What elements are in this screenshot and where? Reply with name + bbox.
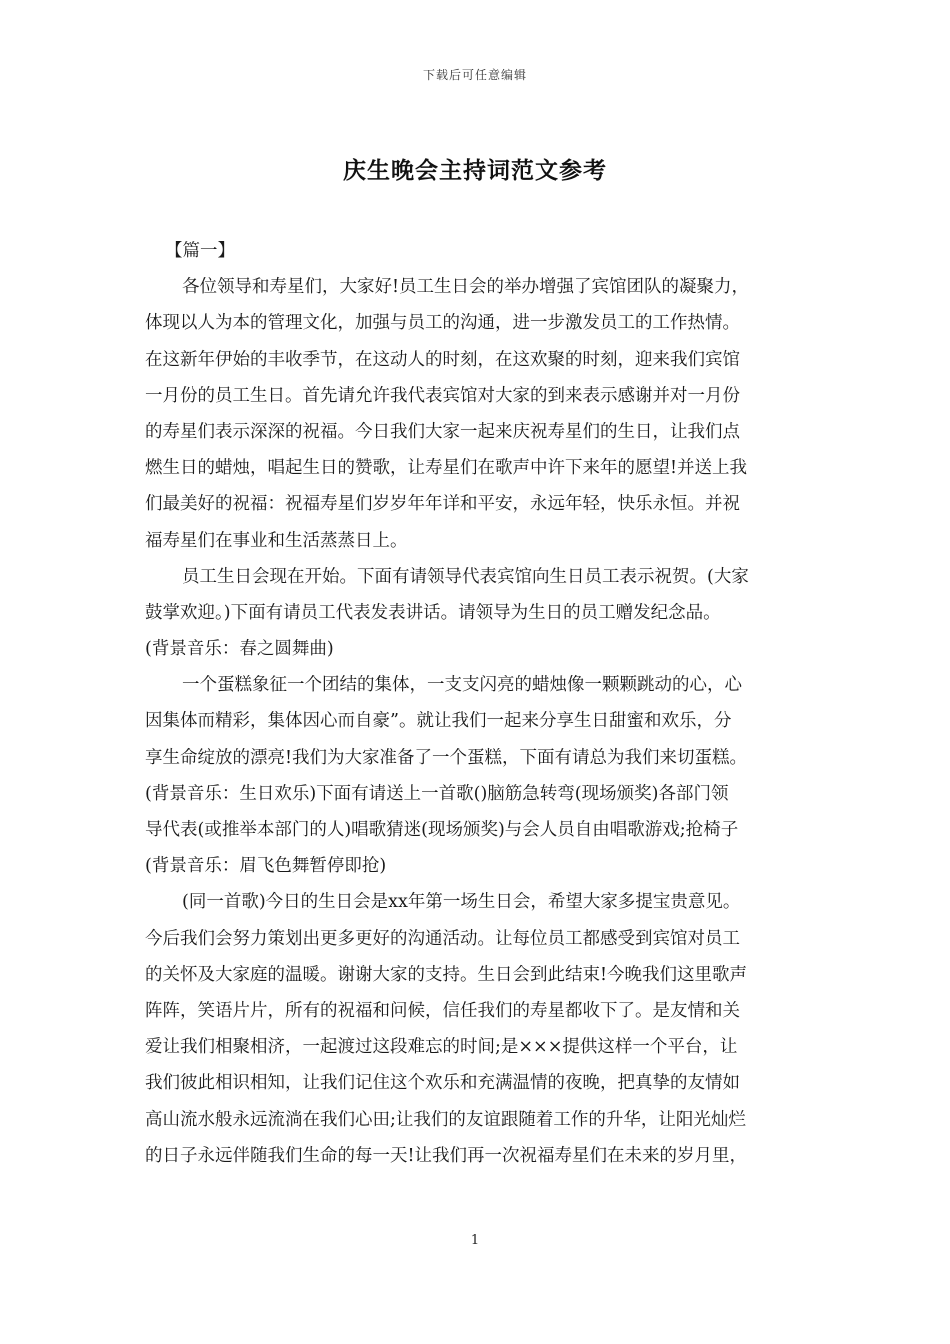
text-line: (背景音乐：生日欢乐)下面有请送上一首歌()脑筋急转弯(现场颁奖)各部门领 [145, 783, 729, 804]
paragraph-lines [145, 269, 807, 1174]
text-line: 员工生日会现在开始。下面有请领导代表宾馆向生日员工表示祝贺。(大家 [182, 566, 749, 587]
text-line: 在这新年伊始的丰收季节，在这动人的时刻，在这欢聚的时刻，迎来我们宾馆 [145, 349, 740, 370]
text-line: (背景音乐：眉飞色舞暂停即抢) [145, 856, 387, 877]
text-line: 的日子永远伴随我们生命的每一天!让我们再一次祝福寿星们在未来的岁月里， [145, 1145, 748, 1166]
text-line: (背景音乐：春之圆舞曲) [145, 639, 334, 660]
text-line: 的寿星们表示深深的祝福。今日我们大家一起来庆祝寿星们的生日，让我们点 [145, 421, 740, 442]
text-line: 福寿星们在事业和生活蒸蒸日上。 [145, 530, 408, 551]
document-body [145, 233, 807, 1174]
text-line: 各位领导和寿星们，大家好!员工生日会的举办增强了宾馆团队的凝聚力， [182, 277, 750, 298]
text-line: 阵阵，笑语片片，所有的祝福和问候，信任我们的寿星都收下了。是友情和关 [145, 1000, 740, 1021]
text-line: 因集体而精彩，集体因心而自豪”。就让我们一起来分享生日甜蜜和欢乐，分 [145, 711, 732, 732]
text-line: 导代表(或推举本部门的人)唱歌猜迷(现场颁奖)与会人员自由唱歌游戏;抢椅子 [145, 820, 739, 840]
page-number: 1 [470, 1233, 480, 1248]
text-line: 今后我们会努力策划出更多更好的沟通活动。让每位员工都感受到宾馆对员工 [145, 928, 740, 949]
text-line: 享生命绽放的漂亮!我们为大家准备了一个蛋糕，下面有请总为我们来切蛋糕。 [145, 747, 748, 768]
text-line: (同一首歌)今日的生日会是xx年第一场生日会，希望大家多提宝贵意见。 [182, 892, 741, 913]
text-line: 体现以人为本的管理文化，加强与员工的沟通，进一步激发员工的工作热情。 [145, 313, 740, 334]
section-label: 【篇一】 [165, 241, 235, 261]
text-line: 们最美好的祝福：祝福寿星们岁岁年年详和平安，永远年轻，快乐永恒。并祝 [145, 494, 740, 515]
text-line: 一个蛋糕象征一个团结的集体，一支支闪亮的蜡烛像一颗颗跳动的心，心 [182, 675, 742, 696]
text-line: 高山流水般永远流淌在我们心田;让我们的友谊跟随着工作的升华，让阳光灿烂 [145, 1109, 746, 1130]
document-title: 庆生晚会主持词范文参考 [343, 157, 607, 184]
text-line: 我们彼此相识相知，让我们记住这个欢乐和充满温情的夜晚，把真挚的友情如 [145, 1073, 740, 1094]
text-line: 燃生日的蜡烛，唱起生日的赞歌，让寿星们在歌声中许下来年的愿望!并送上我 [145, 458, 748, 479]
text-line: 的关怀及大家庭的温暖。谢谢大家的支持。生日会到此结束!今晚我们这里歌声 [145, 964, 748, 985]
text-line: 一月份的员工生日。首先请允许我代表宾馆对大家的到来表示感谢并对一月份 [145, 385, 740, 406]
text-line: 爱让我们相聚相济，一起渡过这段难忘的时间;是×××提供这样一个平台，让 [145, 1037, 738, 1058]
header-note: 下载后可任意编辑 [422, 68, 527, 82]
text-line: 鼓掌欢迎。)下面有请员工代表发表讲话。请领导为生日的员工赠发纪念品。 [145, 602, 721, 623]
